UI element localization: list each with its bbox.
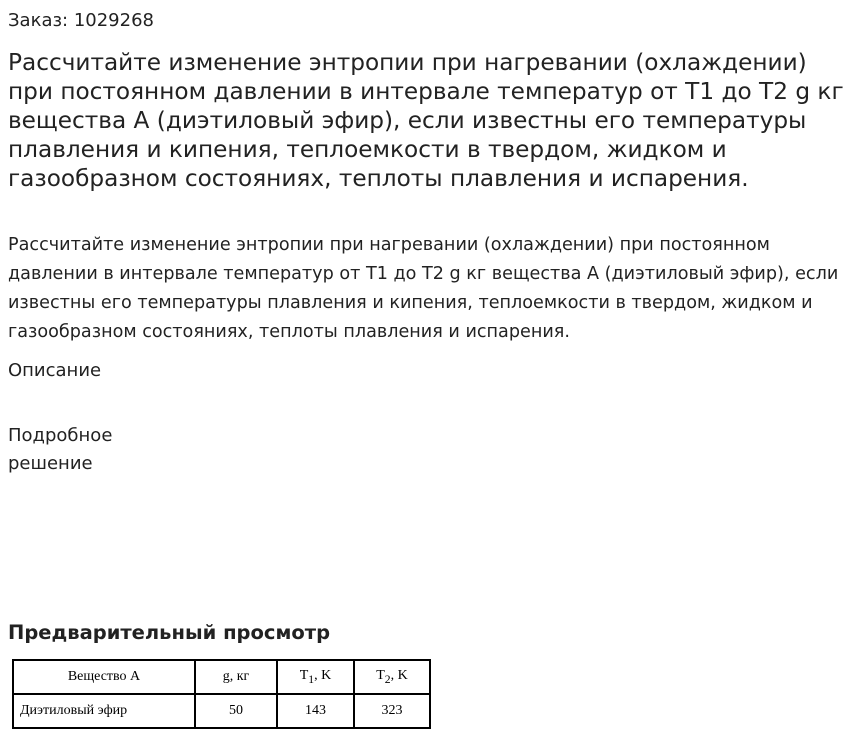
solution-label: Подробное решение [8, 425, 113, 474]
task-description: Рассчитайте изменение энтропии при нагревании (охлаждении) при постоянном давлении в интервале температур от T1 до T2 g кг вещества А (диэтиловый эфир), если известны его температуры плавления и кипения, теплоемкости в твердом, жидком и газообразном состояниях, теплоты плавления и испарения. [8, 235, 839, 342]
order-number: Заказ: 1029268 [8, 10, 154, 31]
preview-table [12, 659, 431, 729]
header-t2-unit: , K [390, 668, 408, 684]
header-t2-letter: T [376, 668, 385, 684]
cell-t2: 323 [354, 694, 430, 728]
header-t1-letter: T [299, 668, 309, 684]
header-mass: g, кг [195, 660, 277, 694]
header-t2-sub: 2 [384, 672, 391, 686]
preview-title: Предварительный просмотр [8, 621, 331, 644]
cell-t1: 143 [277, 694, 354, 728]
header-t1-sub: 1 [308, 672, 315, 686]
header-t1-unit: , K [314, 668, 332, 684]
cell-substance: Диэтиловый эфир [13, 694, 195, 728]
page-title: Рассчитайте изменение энтропии при нагревании (охлаждении) при постоянном давлении в интервале температур от T1 до T2 g кг вещества А (диэтиловый эфир), если известны его температуры плавления и кипения, теплоемкости в твердом, жидком и газообразном состояниях, теплоты плавления и испарения. [8, 49, 844, 192]
table-header-row [13, 660, 430, 694]
header-t1 [277, 660, 354, 694]
description-label: Описание [8, 360, 102, 381]
table-row [13, 694, 430, 728]
header-substance: Вещество А [13, 660, 195, 694]
header-t2 [354, 660, 430, 694]
cell-mass: 50 [195, 694, 277, 728]
